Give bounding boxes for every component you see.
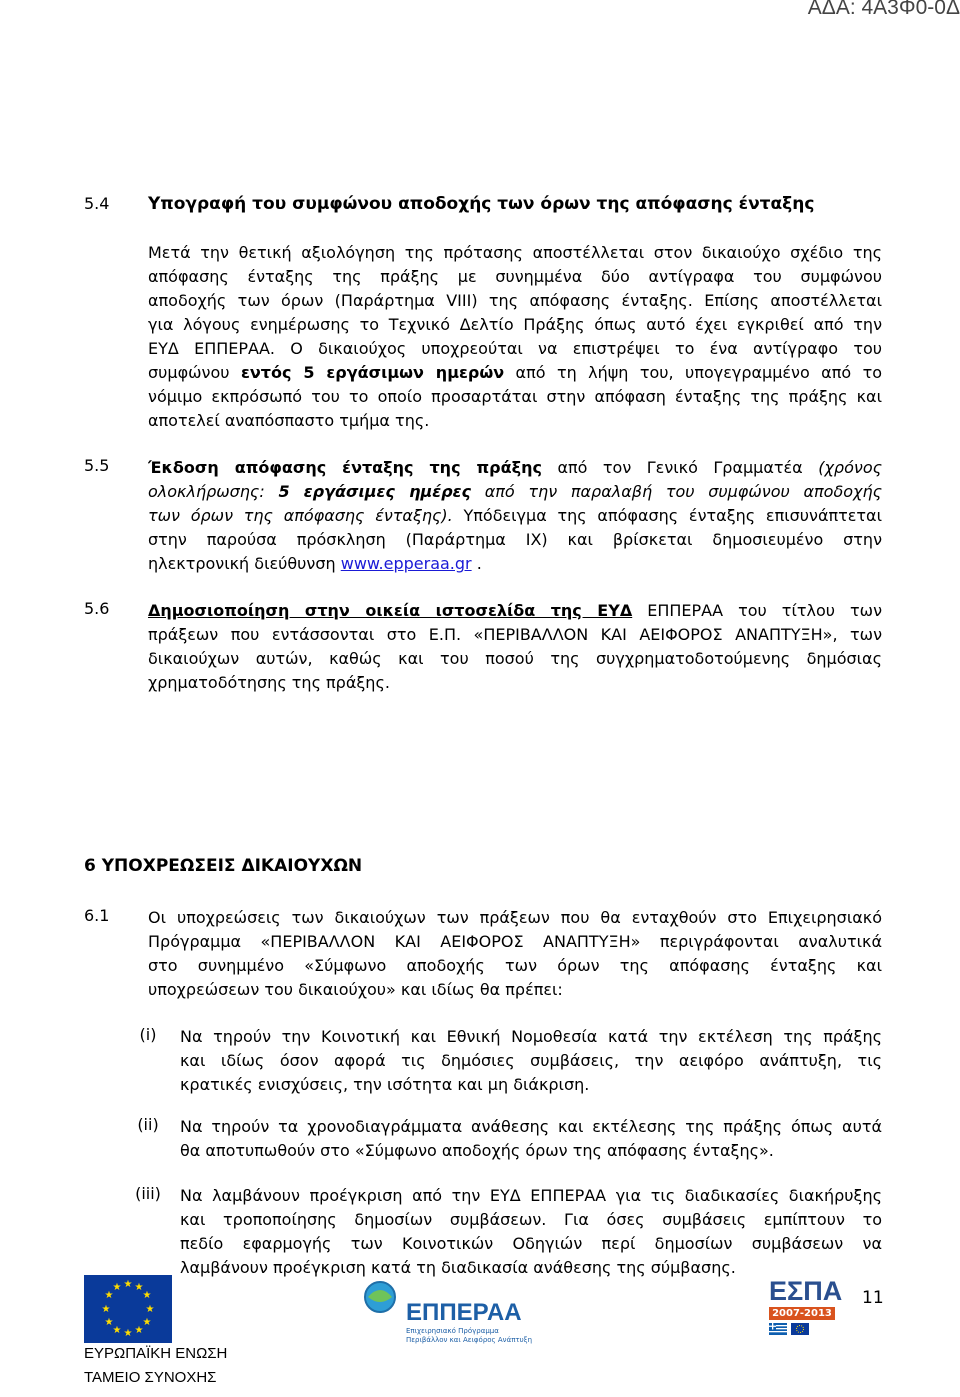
text-line: χρηματοδότησης της πράξης.: [148, 673, 390, 692]
text-line: αποδοχής των όρων (Παράρτημα VIII) της απόφασης ένταξης. Επίσης αποστέλλεται: [148, 291, 882, 310]
deadline-emphasis: εντός 5 εργάσιμων ημερών: [240, 363, 505, 382]
epperaa-website-link[interactable]: www.epperaa.gr: [340, 554, 472, 573]
text-line: [148, 504, 882, 528]
text-line: Να τηρούν την Κοινοτική και Εθνική Νομοθεσία κατά την εκτέλεση της πράξης: [180, 1027, 882, 1046]
espa-years: 2007-2013: [769, 1307, 835, 1320]
eu-flag-stars: [84, 1275, 172, 1343]
epperaa-logo: [358, 1277, 538, 1347]
page-number: 11: [862, 1288, 884, 1308]
svg-text:★: ★: [145, 1304, 155, 1315]
text-line: Οι υποχρεώσεις των δικαιούχων των πράξεων που θα ενταχθούν στο Επιχειρησιακό: [148, 908, 882, 927]
text-line: δικαιούχων αυτών, καθώς και του ποσού της συγχρηματοδοτούμενης δημόσιας: [148, 649, 882, 668]
section-5-6-title: Δημοσιοποίηση στην οικεία ιστοσελίδα της ΕΥΔ: [148, 601, 633, 620]
text-run: από την παραλαβή του συμφώνου αποδοχής: [471, 482, 882, 501]
svg-text:★: ★: [101, 1304, 111, 1315]
ada-header: ΑΔΑ: 4Α3Φ0-0Δ: [807, 0, 960, 19]
svg-text:★: ★: [112, 1282, 122, 1293]
text-line: κρατικές ενισχύσεις, την ισότητα και μη διάκριση.: [180, 1075, 590, 1094]
text-line: Να τηρούν τα χρονοδιαγράμματα ανάθεσης και εκτέλεσης της πράξης όπως αυτά: [180, 1117, 882, 1136]
svg-text:★: ★: [104, 1290, 114, 1301]
epperaa-subtitle: Επιχειρησιακό Πρόγραμμα: [406, 1327, 499, 1335]
eu-flag-icon: [84, 1275, 172, 1343]
text-line: απόφασης ένταξης της πράξης με συνημμένα δύο αντίγραφα του συμφώνου: [148, 267, 882, 286]
text-run: ΕΠΠΕΡΑΑ του τίτλου των: [632, 601, 882, 620]
svg-text:★: ★: [142, 1317, 152, 1328]
text-line: πεδίο εφαρμογής των Κοινοτικών Οδηγιών περί δημοσίων συμβάσεων να: [180, 1234, 882, 1253]
text-run: από τη λήψη του, υπογεγραμμένο από το: [504, 363, 882, 382]
section-6-1-number: 6.1: [84, 906, 110, 925]
text-line: πράξεων που εντάσσονται στο Ε.Π. «ΠΕΡΙΒΑΛΛΟΝ ΚΑΙ ΑΕΙΦΟΡΟΣ ΑΝΑΠΤΥΞΗ», των: [148, 625, 882, 644]
svg-text:★: ★: [123, 1328, 133, 1339]
svg-text:★: ★: [134, 1282, 144, 1293]
svg-text:★: ★: [142, 1290, 152, 1301]
text-run: από τον Γενικό Γραμματέα: [541, 458, 819, 477]
fund-label: ΤΑΜΕΙΟ ΣΥΝΟΧΗΣ: [84, 1369, 217, 1386]
svg-text:★: ★: [104, 1317, 114, 1328]
section-5-5-number: 5.5: [84, 456, 110, 475]
epperaa-name: ΕΠΠΕΡΑΑ: [406, 1299, 522, 1326]
text-line: στο συνημμένο «Σύμφωνο αποδοχής των όρων της απόφασης ένταξης και: [148, 956, 882, 975]
greek-flag-icon: [769, 1323, 787, 1335]
text-line: Μετά την θετική αξιολόγηση της πρότασης αποστέλλεται στον δικαιούχο σχέδιο της: [148, 243, 882, 262]
text-line: στην παρούσα πρόσκληση (Παράρτημα IX) και βρίσκεται δημοσιευμένο στην: [148, 530, 882, 549]
svg-text:★: ★: [123, 1279, 133, 1290]
section-5-4-title: Υπογραφή του συμφώνου αποδοχής των όρων της απόφασης ένταξης: [148, 194, 815, 214]
text-line: για λόγους ενημέρωσης το Τεχνικό Δελτίο Πράξης όπως αυτό έχει εγκριθεί από την: [148, 315, 882, 334]
eu-label: ΕΥΡΩΠΑΪΚΗ ΕΝΩΣΗ: [84, 1345, 228, 1362]
text-line: υποχρεώσεων του δικαιούχου» και ιδίως θα πρέπει:: [148, 980, 563, 999]
text-run: ηλεκτρονική διεύθυνση: [148, 554, 341, 573]
espa-name: ΕΣΠΑ: [769, 1276, 843, 1306]
list-item-label: (iii): [135, 1184, 161, 1203]
text-line: Να λαμβάνουν προέγκριση από την ΕΥΔ ΕΠΠΕΡΑΑ για τις διαδικασίες διακήρυξης: [180, 1186, 882, 1205]
epperaa-subtitle: Περιβάλλον και Αειφόρος Ανάπτυξη: [406, 1336, 533, 1344]
text-line: [148, 361, 882, 385]
deadline-emphasis: [278, 482, 471, 501]
espa-logo: [765, 1276, 843, 1326]
text-line: [148, 456, 882, 480]
text-line: Πρόγραμμα «ΠΕΡΙΒΑΛΛΟΝ ΚΑΙ ΑΕΙΦΟΡΟΣ ΑΝΑΠΤΥΞΗ» περιγράφονται αναλυτικά: [148, 932, 882, 951]
section-6-title: 6 ΥΠΟΧΡΕΩΣΕΙΣ ΔΙΚΑΙΟΥΧΩΝ: [84, 856, 363, 876]
text-run: συμφώνου: [148, 363, 241, 382]
text-line: νόμιμο εκπρόσωπό του το οποίο προσαρτάται στην απόφαση ένταξης της πράξης και: [148, 387, 882, 406]
section-5-5-title: Έκδοση απόφασης ένταξης της πράξης: [148, 458, 542, 477]
text-line: αποτελεί αναπόσπαστο τμήμα της.: [148, 411, 430, 430]
svg-text:★: ★: [134, 1325, 144, 1336]
text-run: 5 εργάσιμες ημέρες: [278, 482, 472, 501]
text-line: [148, 599, 882, 623]
text-run: ολοκλήρωσης:: [148, 482, 279, 501]
text-run: .: [471, 554, 482, 573]
list-item-label: (i): [139, 1025, 157, 1044]
text-line: και ιδίως όσον αφορά τις δημόσιες συμβάσεις, την αειφόρο ανάπτυξη, τις: [180, 1051, 882, 1070]
text-line: θα αποτυπωθούν στο «Σύμφωνο αποδοχής όρων της απόφασης ένταξης».: [180, 1141, 774, 1160]
text-line: λαμβάνουν προέγκριση κατά τη διαδικασία ανάθεσης της σύμβασης.: [180, 1258, 736, 1277]
list-item-label: (ii): [137, 1115, 159, 1134]
svg-text:★: ★: [112, 1325, 122, 1336]
eu-flag-small-icon: [791, 1323, 809, 1335]
text-run: (χρόνος: [818, 458, 882, 477]
text-run: των όρων της απόφασης ένταξης).: [148, 506, 453, 525]
text-run: Υπόδειγμα της απόφασης ένταξης επισυνάπτεται: [452, 506, 882, 525]
section-5-6-number: 5.6: [84, 599, 110, 618]
section-5-4-number: 5.4: [84, 194, 110, 213]
text-line: και τροποποίησης δημοσίων συμβάσεων. Για όσες συμβάσεις εμπίπτουν το: [180, 1210, 882, 1229]
text-line: ΕΥΔ ΕΠΠΕΡΑΑ. Ο δικαιούχος υποχρεούται να επιστρέψει το ένα αντίγραφο του: [148, 339, 882, 358]
text-line: [148, 480, 882, 504]
text-line: [148, 552, 882, 576]
